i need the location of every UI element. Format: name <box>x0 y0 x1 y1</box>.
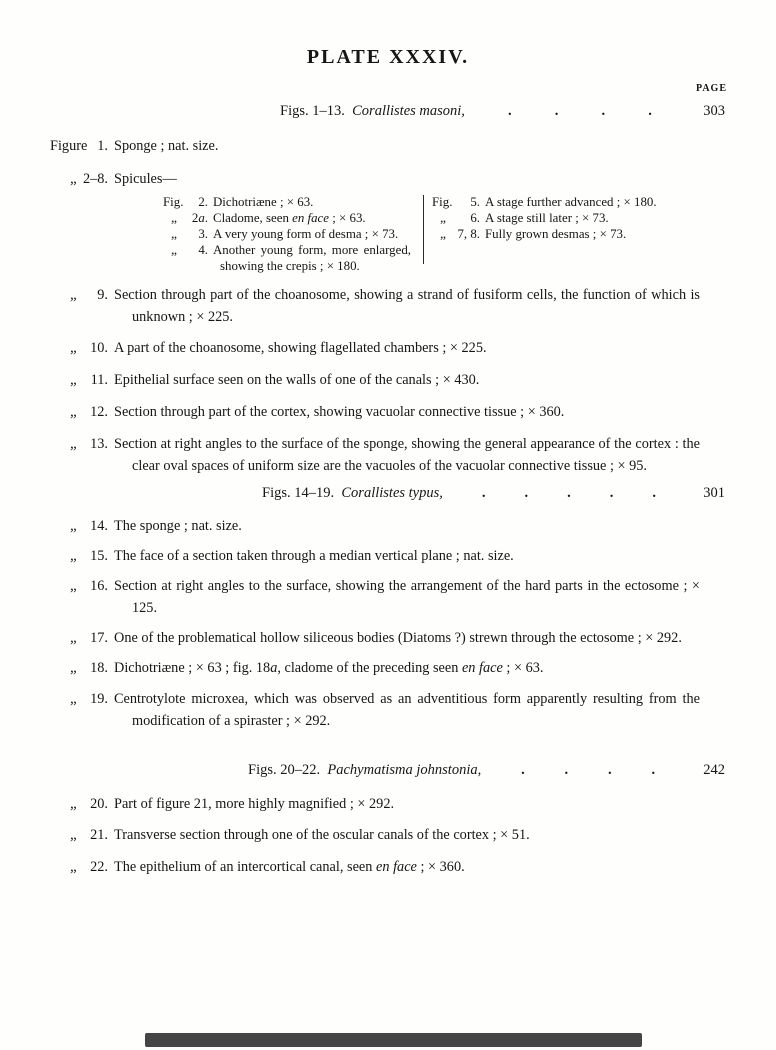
ditto-mark: „ <box>171 210 177 225</box>
ditto-mark: „ <box>70 404 77 420</box>
spicule-entry <box>163 242 415 274</box>
figure-number: 22. <box>90 859 108 875</box>
figure-description: Spicules— <box>114 171 177 187</box>
figure-entry <box>50 401 725 423</box>
figure-description: Section through part of the cortex, showing vacuolar connective tissue ; × 360. <box>114 404 565 420</box>
figure-entry <box>50 657 725 679</box>
figure-description: Section at right angles to the surface, showing the arrangement of the hard parts in the ectosome ; × 125. <box>114 578 700 616</box>
figure-group-caption <box>50 761 725 779</box>
ditto-mark: „ <box>70 372 77 388</box>
figure-number: 2a. <box>191 211 208 225</box>
spicule-entry <box>432 226 685 242</box>
leader-dot: . <box>601 103 606 119</box>
figure-entry-label <box>50 284 108 328</box>
figure-number: 6. <box>470 211 480 225</box>
leader-dot: . <box>521 762 525 778</box>
leader-dot: . <box>648 103 652 119</box>
spicule-sublist <box>163 194 685 274</box>
leader-dot: . <box>651 762 656 778</box>
entry-prefix: Figure <box>50 138 88 154</box>
figure-entry <box>50 627 725 649</box>
page-number: 301 <box>703 485 725 501</box>
leader-dot: . <box>652 485 656 501</box>
entry-prefix: Fig. <box>163 195 184 209</box>
spicule-entry <box>163 226 415 242</box>
figure-description: Cladome, seen en face ; × 63. <box>213 211 366 225</box>
figure-entry <box>50 688 725 732</box>
figure-number: 2. <box>198 195 208 209</box>
figure-description: The epithelium of an intercortical canal, seen en face ; × 360. <box>114 859 465 875</box>
figure-entry <box>50 168 725 190</box>
page-column-label: PAGE <box>695 83 727 94</box>
leader-dot: . <box>524 485 529 501</box>
figure-number: 17. <box>90 630 108 646</box>
ditto-mark: „ <box>70 287 77 303</box>
figure-description: Section through part of the choanosome, showing a strand of fusiform cells, the function of which is unknown ; × 225. <box>114 287 700 325</box>
page-number: 303 <box>703 103 725 119</box>
figure-description: One of the problematical hollow siliceous bodies (Diatoms ?) strewn through the ectosome ; × 292. <box>114 630 682 646</box>
figure-entry-label <box>50 168 108 190</box>
ditto-mark: „ <box>70 859 77 875</box>
plate-title: PLATE XXXIV. <box>306 46 470 68</box>
figure-entry-label <box>50 824 108 846</box>
leader-dot: . <box>508 103 512 119</box>
figure-entry-label <box>50 401 108 423</box>
figure-entry-label <box>50 627 108 649</box>
figure-number: 13. <box>90 436 108 452</box>
ditto-mark: „ <box>70 796 77 812</box>
leader-dots <box>465 102 695 120</box>
figure-description: A part of the choanosome, showing flagellated chambers ; × 225. <box>114 340 487 356</box>
figure-description: Fully grown desmas ; × 73. <box>485 227 627 241</box>
leader-dot: . <box>564 762 569 778</box>
figure-entry-label <box>50 575 108 619</box>
figure-number: 10. <box>90 340 108 356</box>
spicule-entry <box>432 194 685 210</box>
figure-number: 2–8. <box>82 171 108 187</box>
figure-number: 9. <box>97 287 108 303</box>
leader-dot: . <box>567 485 571 501</box>
ditto-mark: „ <box>70 171 77 187</box>
figure-number: 15. <box>90 548 108 564</box>
figure-entry <box>50 824 725 846</box>
figure-entry <box>50 135 725 157</box>
figure-number: 11. <box>90 372 108 388</box>
scan-artifact-bar <box>145 1033 642 1047</box>
plate-content <box>0 102 776 878</box>
figure-entry-label <box>50 135 108 157</box>
page-number: 242 <box>703 762 725 778</box>
figure-description: Part of figure 21, more highly magnified ; × 292. <box>114 796 395 812</box>
caption-text: Figs. 14–19. Corallistes typus, <box>262 485 443 501</box>
figure-entry-label <box>50 688 108 732</box>
figure-description: The sponge ; nat. size. <box>114 518 242 534</box>
figure-entry <box>50 545 725 567</box>
figure-entry <box>50 284 725 328</box>
leader-dots <box>443 484 695 502</box>
figure-description: A stage still later ; × 73. <box>485 211 609 225</box>
leader-dot: . <box>609 485 614 501</box>
spicule-entry-label <box>163 226 208 242</box>
figure-entry-label <box>50 856 108 878</box>
column-divider <box>423 195 424 264</box>
spicule-entry-label <box>163 242 208 274</box>
figure-number: 20. <box>90 796 108 812</box>
ditto-mark: „ <box>70 827 77 843</box>
ditto-mark: „ <box>70 691 77 707</box>
leader-dot: . <box>554 103 559 119</box>
spicule-entry-label <box>163 210 208 226</box>
ditto-mark: „ <box>70 578 77 594</box>
figure-entry <box>50 515 725 537</box>
figure-description: Dichotriæne ; × 63 ; fig. 18a, cladome of the preceding seen en face ; × 63. <box>114 660 544 676</box>
figure-entry <box>50 433 725 477</box>
figure-description: Section at right angles to the surface of the sponge, showing the general appearance of the cortex : the clear oval spaces of uniform size are the vacuoles of the vacuolar connective tissue ; × 95. <box>114 436 700 474</box>
figure-entry <box>50 369 725 391</box>
figure-description: Dichotriæne ; × 63. <box>213 195 314 209</box>
ditto-mark: „ <box>70 436 77 452</box>
figure-entry <box>50 793 725 815</box>
ditto-mark: „ <box>70 518 77 534</box>
figure-description: Another young form, more enlarged, showing the crepis ; × 180. <box>213 243 411 273</box>
figure-entry-label <box>50 515 108 537</box>
figure-number: 5. <box>470 195 480 209</box>
figure-description: Centrotylote microxea, which was observed as an adventitious form apparently resulting from the modification of a spiraster ; × 292. <box>114 691 700 729</box>
figure-description: Epithelial surface seen on the walls of one of the canals ; × 430. <box>114 372 480 388</box>
figure-entry-label <box>50 337 108 359</box>
figure-entry-label <box>50 793 108 815</box>
caption-text: Figs. 20–22. Pachymatisma johnstonia, <box>248 762 482 778</box>
figure-number: 19. <box>90 691 108 707</box>
ditto-mark: „ <box>440 226 446 241</box>
ditto-mark: „ <box>171 226 177 241</box>
spicule-entry <box>163 194 415 210</box>
figure-number: 3. <box>198 227 208 241</box>
spicule-entry <box>163 210 415 226</box>
leader-dots <box>481 761 695 779</box>
figure-number: 1. <box>97 138 108 154</box>
ditto-mark: „ <box>440 210 446 225</box>
spicule-entry-label <box>432 194 480 210</box>
figure-description: A very young form of desma ; × 73. <box>213 227 399 241</box>
figure-number: 7, 8. <box>457 227 480 241</box>
spicule-entry-label <box>432 226 480 242</box>
figure-entry-label <box>50 657 108 679</box>
ditto-mark: „ <box>70 548 77 564</box>
sublist-right-column <box>432 194 685 274</box>
figure-number: 18. <box>90 660 108 676</box>
figure-number: 16. <box>90 578 108 594</box>
spicule-entry <box>432 210 685 226</box>
sublist-left-column <box>163 194 415 274</box>
figure-entry-label <box>50 369 108 391</box>
ditto-mark: „ <box>171 242 177 257</box>
figure-entry-label <box>50 545 108 567</box>
figure-description: A stage further advanced ; × 180. <box>485 195 657 209</box>
figure-entry-label <box>50 433 108 477</box>
leader-dot: . <box>481 485 486 501</box>
figure-number: 4. <box>198 243 208 257</box>
ditto-mark: „ <box>70 660 77 676</box>
figure-number: 12. <box>90 404 108 420</box>
ditto-mark: „ <box>70 340 77 356</box>
spicule-entry-label <box>432 210 480 226</box>
spicule-entry-label <box>163 194 208 210</box>
caption-text: Figs. 1–13. Corallistes masoni, <box>280 103 465 119</box>
figure-number: 21. <box>90 827 108 843</box>
ditto-mark: „ <box>70 630 77 646</box>
figure-description: The face of a section taken through a median vertical plane ; nat. size. <box>114 548 514 564</box>
figure-entry <box>50 337 725 359</box>
figure-description: Sponge ; nat. size. <box>114 138 219 154</box>
figure-entry <box>50 856 725 878</box>
figure-description: Transverse section through one of the oscular canals of the cortex ; × 51. <box>114 827 530 843</box>
figure-group-caption <box>50 484 725 502</box>
figure-number: 14. <box>90 518 108 534</box>
entry-prefix: Fig. <box>432 195 453 209</box>
leader-dot: . <box>608 762 612 778</box>
figure-entry <box>50 575 725 619</box>
figure-group-caption <box>50 102 725 120</box>
